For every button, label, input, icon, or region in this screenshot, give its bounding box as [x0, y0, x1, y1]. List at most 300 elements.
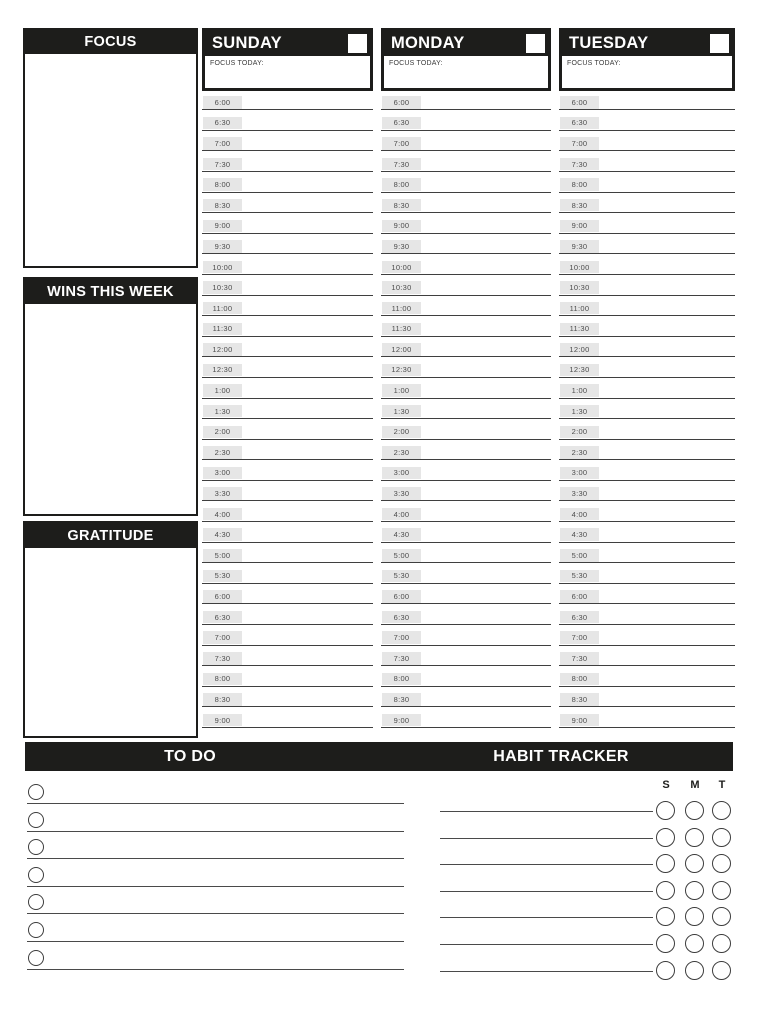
time-label: 11:30	[203, 323, 242, 336]
todo-writing-line[interactable]	[27, 886, 404, 887]
time-slot-writing-line[interactable]	[381, 377, 551, 378]
habit-row	[440, 847, 733, 874]
todo-row	[27, 837, 404, 865]
time-slot-writing-line[interactable]	[381, 603, 551, 604]
time-label: 12:00	[560, 343, 599, 356]
tuesday-title-row	[562, 31, 732, 56]
todo-row	[27, 782, 404, 810]
time-slot	[202, 528, 373, 549]
time-slot	[559, 528, 735, 549]
time-slot-writing-line[interactable]	[381, 233, 551, 234]
time-slot-writing-line[interactable]	[559, 706, 735, 707]
time-slot-writing-line[interactable]	[202, 624, 373, 625]
time-slot-writing-line[interactable]	[381, 480, 551, 481]
time-slot-writing-line[interactable]	[559, 336, 735, 337]
todo-checkbox-circle[interactable]	[28, 922, 44, 938]
time-slot	[202, 508, 373, 529]
time-slot-writing-line[interactable]	[559, 624, 735, 625]
time-slot-writing-line[interactable]	[202, 583, 373, 584]
time-slot	[381, 261, 551, 282]
time-slot-writing-line[interactable]	[202, 542, 373, 543]
time-label: 2:30	[382, 446, 421, 459]
monday-title-row	[384, 31, 548, 56]
time-slot	[381, 590, 551, 611]
time-slot	[559, 281, 735, 302]
time-slot	[559, 323, 735, 344]
time-slot	[202, 590, 373, 611]
habit-writing-line[interactable]	[440, 917, 653, 918]
time-slot-writing-line[interactable]	[381, 212, 551, 213]
time-slot	[559, 343, 735, 364]
time-slot	[202, 673, 373, 694]
time-slot-writing-line[interactable]	[559, 645, 735, 646]
time-slot	[202, 323, 373, 344]
time-slot-writing-line[interactable]	[381, 562, 551, 563]
time-slot-writing-line[interactable]	[559, 459, 735, 460]
time-label: 6:00	[382, 96, 421, 109]
time-label: 9:00	[203, 220, 242, 233]
day-column-sunday	[202, 28, 373, 734]
time-slot-writing-line[interactable]	[381, 542, 551, 543]
sunday-title-row	[205, 31, 370, 56]
wins-notes-area[interactable]	[25, 304, 196, 514]
time-label: 10:00	[203, 261, 242, 274]
time-label: 5:00	[203, 549, 242, 562]
time-slot	[202, 96, 373, 117]
time-slot-writing-line[interactable]	[559, 315, 735, 316]
time-slot	[559, 487, 735, 508]
time-slot	[202, 302, 373, 323]
monday-title: MONDAY	[391, 34, 465, 52]
time-slot-writing-line[interactable]	[559, 480, 735, 481]
time-slot-writing-line[interactable]	[381, 500, 551, 501]
time-label: 1:30	[382, 405, 421, 418]
sunday-time-slots	[202, 96, 373, 734]
time-slot-writing-line[interactable]	[381, 274, 551, 275]
time-label: 10:30	[560, 281, 599, 294]
time-slot-writing-line[interactable]	[381, 398, 551, 399]
time-slot	[202, 261, 373, 282]
todo-checkbox-circle[interactable]	[28, 950, 44, 966]
time-slot-writing-line[interactable]	[381, 336, 551, 337]
time-slot	[381, 467, 551, 488]
habit-circle-t[interactable]	[712, 881, 731, 900]
time-label: 2:30	[203, 446, 242, 459]
habit-list	[440, 794, 733, 980]
time-slot-writing-line[interactable]	[202, 192, 373, 193]
time-slot-writing-line[interactable]	[202, 603, 373, 604]
time-slot	[202, 714, 373, 735]
todo-row	[27, 920, 404, 948]
time-slot-writing-line[interactable]	[381, 315, 551, 316]
todo-checkbox-circle[interactable]	[28, 867, 44, 883]
time-slot-writing-line[interactable]	[559, 500, 735, 501]
time-slot-writing-line[interactable]	[202, 356, 373, 357]
time-slot-writing-line[interactable]	[202, 377, 373, 378]
time-slot	[202, 611, 373, 632]
time-slot	[559, 508, 735, 529]
time-slot	[559, 220, 735, 241]
time-slot	[202, 220, 373, 241]
habit-writing-line[interactable]	[440, 811, 653, 812]
todo-writing-line[interactable]	[27, 858, 404, 859]
time-label: 1:00	[382, 384, 421, 397]
habit-circle-m[interactable]	[685, 907, 704, 926]
time-slot-writing-line[interactable]	[202, 315, 373, 316]
monday-focus-today-box[interactable]	[384, 56, 548, 88]
todo-checkbox-circle[interactable]	[28, 839, 44, 855]
habit-circle-m[interactable]	[685, 934, 704, 953]
time-slot	[202, 549, 373, 570]
time-slot	[202, 693, 373, 714]
habit-row	[440, 900, 733, 927]
time-slot-writing-line[interactable]	[381, 583, 551, 584]
time-slot-writing-line[interactable]	[559, 109, 735, 110]
time-label: 6:00	[560, 590, 599, 603]
tuesday-time-slots	[559, 96, 735, 734]
todo-row	[27, 810, 404, 838]
time-slot	[381, 199, 551, 220]
gratitude-section-title: GRATITUDE	[25, 523, 196, 548]
time-slot	[381, 137, 551, 158]
time-slot-writing-line[interactable]	[559, 439, 735, 440]
time-slot-writing-line[interactable]	[381, 521, 551, 522]
time-label: 10:30	[382, 281, 421, 294]
time-slot	[559, 178, 735, 199]
time-slot	[559, 446, 735, 467]
time-label: 4:00	[203, 508, 242, 521]
time-label: 1:00	[560, 384, 599, 397]
time-slot-writing-line[interactable]	[202, 645, 373, 646]
habit-circle-t[interactable]	[712, 854, 731, 873]
time-slot-writing-line[interactable]	[381, 356, 551, 357]
time-slot-writing-line[interactable]	[202, 459, 373, 460]
time-slot-writing-line[interactable]	[381, 439, 551, 440]
time-slot-writing-line[interactable]	[202, 727, 373, 728]
time-slot	[381, 323, 551, 344]
time-label: 9:30	[560, 240, 599, 253]
time-slot	[559, 137, 735, 158]
time-slot-writing-line[interactable]	[559, 233, 735, 234]
time-slot-writing-line[interactable]	[202, 706, 373, 707]
time-label: 6:30	[560, 611, 599, 624]
time-label: 11:00	[382, 302, 421, 315]
time-slot	[559, 240, 735, 261]
time-label: 8:30	[560, 199, 599, 212]
time-slot-writing-line[interactable]	[202, 665, 373, 666]
time-slot-writing-line[interactable]	[202, 521, 373, 522]
time-slot	[559, 467, 735, 488]
time-slot	[202, 384, 373, 405]
sunday-header	[202, 28, 373, 91]
time-slot	[202, 199, 373, 220]
time-slot-writing-line[interactable]	[381, 171, 551, 172]
time-slot	[202, 467, 373, 488]
habit-circle-m[interactable]	[685, 961, 704, 980]
time-label: 9:00	[382, 220, 421, 233]
day-column-tuesday	[559, 28, 735, 734]
time-slot	[381, 117, 551, 138]
time-slot-writing-line[interactable]	[559, 130, 735, 131]
time-label: 8:00	[560, 178, 599, 191]
tuesday-header	[559, 28, 735, 91]
time-label: 8:30	[203, 199, 242, 212]
habit-circle-s[interactable]	[656, 961, 675, 980]
habit-row	[440, 954, 733, 981]
habit-row	[440, 874, 733, 901]
sunday-focus-today-label: FOCUS TODAY:	[210, 60, 264, 67]
time-slot-writing-line[interactable]	[559, 603, 735, 604]
time-slot	[202, 652, 373, 673]
time-label: 6:00	[203, 96, 242, 109]
time-slot-writing-line[interactable]	[381, 109, 551, 110]
time-slot-writing-line[interactable]	[559, 583, 735, 584]
habit-circle-t[interactable]	[712, 828, 731, 847]
time-slot-writing-line[interactable]	[202, 480, 373, 481]
tuesday-checkbox[interactable]	[710, 34, 729, 53]
time-slot-writing-line[interactable]	[202, 500, 373, 501]
todo-writing-line[interactable]	[27, 803, 404, 804]
time-label: 10:00	[560, 261, 599, 274]
time-slot-writing-line[interactable]	[381, 727, 551, 728]
todo-writing-line[interactable]	[27, 913, 404, 914]
time-label: 6:00	[203, 590, 242, 603]
sunday-focus-today-box[interactable]	[205, 56, 370, 88]
time-slot	[202, 426, 373, 447]
todo-writing-line[interactable]	[27, 831, 404, 832]
time-slot-writing-line[interactable]	[381, 706, 551, 707]
habit-circle-m[interactable]	[685, 801, 704, 820]
time-label: 7:00	[203, 631, 242, 644]
time-label: 7:30	[203, 158, 242, 171]
time-label: 12:00	[382, 343, 421, 356]
habit-writing-line[interactable]	[440, 944, 653, 945]
time-label: 2:00	[203, 426, 242, 439]
time-slot-writing-line[interactable]	[202, 130, 373, 131]
time-slot	[559, 611, 735, 632]
wins-section-title: WINS THIS WEEK	[25, 279, 196, 304]
time-label: 9:30	[203, 240, 242, 253]
time-slot-writing-line[interactable]	[202, 233, 373, 234]
time-slot-writing-line[interactable]	[202, 212, 373, 213]
time-slot	[381, 570, 551, 591]
todo-checkbox-circle[interactable]	[28, 812, 44, 828]
time-slot-writing-line[interactable]	[202, 336, 373, 337]
time-slot	[381, 446, 551, 467]
time-slot	[202, 281, 373, 302]
time-label: 3:30	[203, 487, 242, 500]
time-slot-writing-line[interactable]	[202, 398, 373, 399]
habit-circle-s[interactable]	[656, 801, 675, 820]
time-slot-writing-line[interactable]	[202, 253, 373, 254]
time-slot	[202, 178, 373, 199]
time-slot-writing-line[interactable]	[559, 542, 735, 543]
time-slot	[381, 487, 551, 508]
habit-circle-t[interactable]	[712, 934, 731, 953]
time-slot	[381, 178, 551, 199]
time-slot-writing-line[interactable]	[559, 150, 735, 151]
time-slot-writing-line[interactable]	[559, 253, 735, 254]
time-slot-writing-line[interactable]	[381, 253, 551, 254]
time-slot	[559, 96, 735, 117]
todo-writing-line[interactable]	[27, 969, 404, 970]
day-column-monday	[381, 28, 551, 734]
time-label: 7:30	[203, 652, 242, 665]
habit-circle-t[interactable]	[712, 961, 731, 980]
time-slot	[202, 117, 373, 138]
time-slot	[559, 261, 735, 282]
time-slot-writing-line[interactable]	[559, 665, 735, 666]
time-slot-writing-line[interactable]	[559, 686, 735, 687]
habit-writing-line[interactable]	[440, 891, 653, 892]
time-slot	[381, 281, 551, 302]
time-label: 8:00	[382, 673, 421, 686]
time-label: 10:30	[203, 281, 242, 294]
time-slot-writing-line[interactable]	[559, 521, 735, 522]
time-slot-writing-line[interactable]	[202, 150, 373, 151]
time-slot-writing-line[interactable]	[381, 665, 551, 666]
time-slot-writing-line[interactable]	[559, 192, 735, 193]
time-slot	[202, 570, 373, 591]
time-slot-writing-line[interactable]	[381, 418, 551, 419]
time-label: 8:30	[382, 199, 421, 212]
time-slot-writing-line[interactable]	[559, 212, 735, 213]
time-slot-writing-line[interactable]	[202, 295, 373, 296]
habit-circle-s[interactable]	[656, 854, 675, 873]
todo-row	[27, 865, 404, 893]
time-slot-writing-line[interactable]	[381, 130, 551, 131]
time-slot-writing-line[interactable]	[559, 274, 735, 275]
tuesday-focus-today-box[interactable]	[562, 56, 732, 88]
time-slot-writing-line[interactable]	[559, 377, 735, 378]
time-slot	[559, 590, 735, 611]
time-label: 7:00	[203, 137, 242, 150]
tuesday-focus-today-label: FOCUS TODAY:	[567, 60, 621, 67]
time-slot-writing-line[interactable]	[559, 295, 735, 296]
habit-row	[440, 927, 733, 954]
habit-circle-s[interactable]	[656, 907, 675, 926]
time-slot-writing-line[interactable]	[381, 150, 551, 151]
time-label: 7:30	[560, 158, 599, 171]
todo-row	[27, 892, 404, 920]
focus-notes-area[interactable]	[25, 54, 196, 265]
habit-circle-s[interactable]	[656, 828, 675, 847]
time-slot-writing-line[interactable]	[202, 439, 373, 440]
time-slot	[559, 405, 735, 426]
time-slot-writing-line[interactable]	[381, 624, 551, 625]
time-slot	[202, 158, 373, 179]
time-label: 8:30	[560, 693, 599, 706]
habit-writing-line[interactable]	[440, 838, 653, 839]
time-slot	[381, 714, 551, 735]
time-slot-writing-line[interactable]	[559, 356, 735, 357]
time-slot	[381, 302, 551, 323]
time-label: 2:00	[382, 426, 421, 439]
sunday-checkbox[interactable]	[348, 34, 367, 53]
time-label: 6:30	[382, 611, 421, 624]
time-slot-writing-line[interactable]	[202, 274, 373, 275]
time-slot-writing-line[interactable]	[559, 171, 735, 172]
time-slot-writing-line[interactable]	[202, 418, 373, 419]
monday-checkbox[interactable]	[526, 34, 545, 53]
wins-section	[23, 277, 198, 516]
todo-checkbox-circle[interactable]	[28, 894, 44, 910]
time-slot	[381, 384, 551, 405]
habit-circle-m[interactable]	[685, 828, 704, 847]
time-slot-writing-line[interactable]	[559, 562, 735, 563]
time-slot-writing-line[interactable]	[559, 418, 735, 419]
habit-circle-s[interactable]	[656, 881, 675, 900]
todo-writing-line[interactable]	[27, 941, 404, 942]
time-slot	[202, 240, 373, 261]
time-slot-writing-line[interactable]	[202, 171, 373, 172]
time-slot	[559, 673, 735, 694]
habit-circle-t[interactable]	[712, 907, 731, 926]
time-slot-writing-line[interactable]	[381, 645, 551, 646]
time-label: 3:30	[560, 487, 599, 500]
habit-day-header-row	[440, 779, 733, 793]
time-label: 12:30	[560, 364, 599, 377]
time-slot	[559, 364, 735, 385]
time-label: 2:30	[560, 446, 599, 459]
time-slot-writing-line[interactable]	[381, 295, 551, 296]
time-label: 8:00	[203, 673, 242, 686]
time-slot-writing-line[interactable]	[559, 727, 735, 728]
time-label: 7:00	[560, 631, 599, 644]
time-slot	[381, 158, 551, 179]
todo-row	[27, 948, 404, 976]
habit-circle-s[interactable]	[656, 934, 675, 953]
time-slot-writing-line[interactable]	[381, 192, 551, 193]
time-slot	[381, 693, 551, 714]
time-slot-writing-line[interactable]	[202, 562, 373, 563]
time-slot	[381, 426, 551, 447]
habit-writing-line[interactable]	[440, 864, 653, 865]
time-slot	[559, 117, 735, 138]
time-label: 9:00	[560, 714, 599, 727]
todo-checkbox-circle[interactable]	[28, 784, 44, 800]
habit-circle-t[interactable]	[712, 801, 731, 820]
monday-focus-today-label: FOCUS TODAY:	[389, 60, 443, 67]
time-slot-writing-line[interactable]	[559, 398, 735, 399]
gratitude-notes-area[interactable]	[25, 548, 196, 736]
time-label: 6:30	[560, 117, 599, 130]
habit-circle-m[interactable]	[685, 854, 704, 873]
time-slot-writing-line[interactable]	[381, 459, 551, 460]
time-label: 8:30	[203, 693, 242, 706]
habit-circle-m[interactable]	[685, 881, 704, 900]
time-label: 11:30	[560, 323, 599, 336]
time-slot	[559, 631, 735, 652]
time-label: 4:30	[382, 528, 421, 541]
time-slot-writing-line[interactable]	[381, 686, 551, 687]
time-label: 3:30	[382, 487, 421, 500]
habit-writing-line[interactable]	[440, 971, 653, 972]
time-label: 4:30	[560, 528, 599, 541]
focus-section	[23, 28, 198, 268]
time-slot-writing-line[interactable]	[202, 686, 373, 687]
time-label: 7:30	[382, 652, 421, 665]
bottom-section-bar	[25, 742, 733, 771]
time-label: 9:00	[382, 714, 421, 727]
time-label: 11:30	[382, 323, 421, 336]
time-label: 5:30	[203, 570, 242, 583]
time-slot	[202, 343, 373, 364]
time-slot-writing-line[interactable]	[202, 109, 373, 110]
time-slot	[202, 405, 373, 426]
time-label: 4:00	[560, 508, 599, 521]
monday-time-slots	[381, 96, 551, 734]
